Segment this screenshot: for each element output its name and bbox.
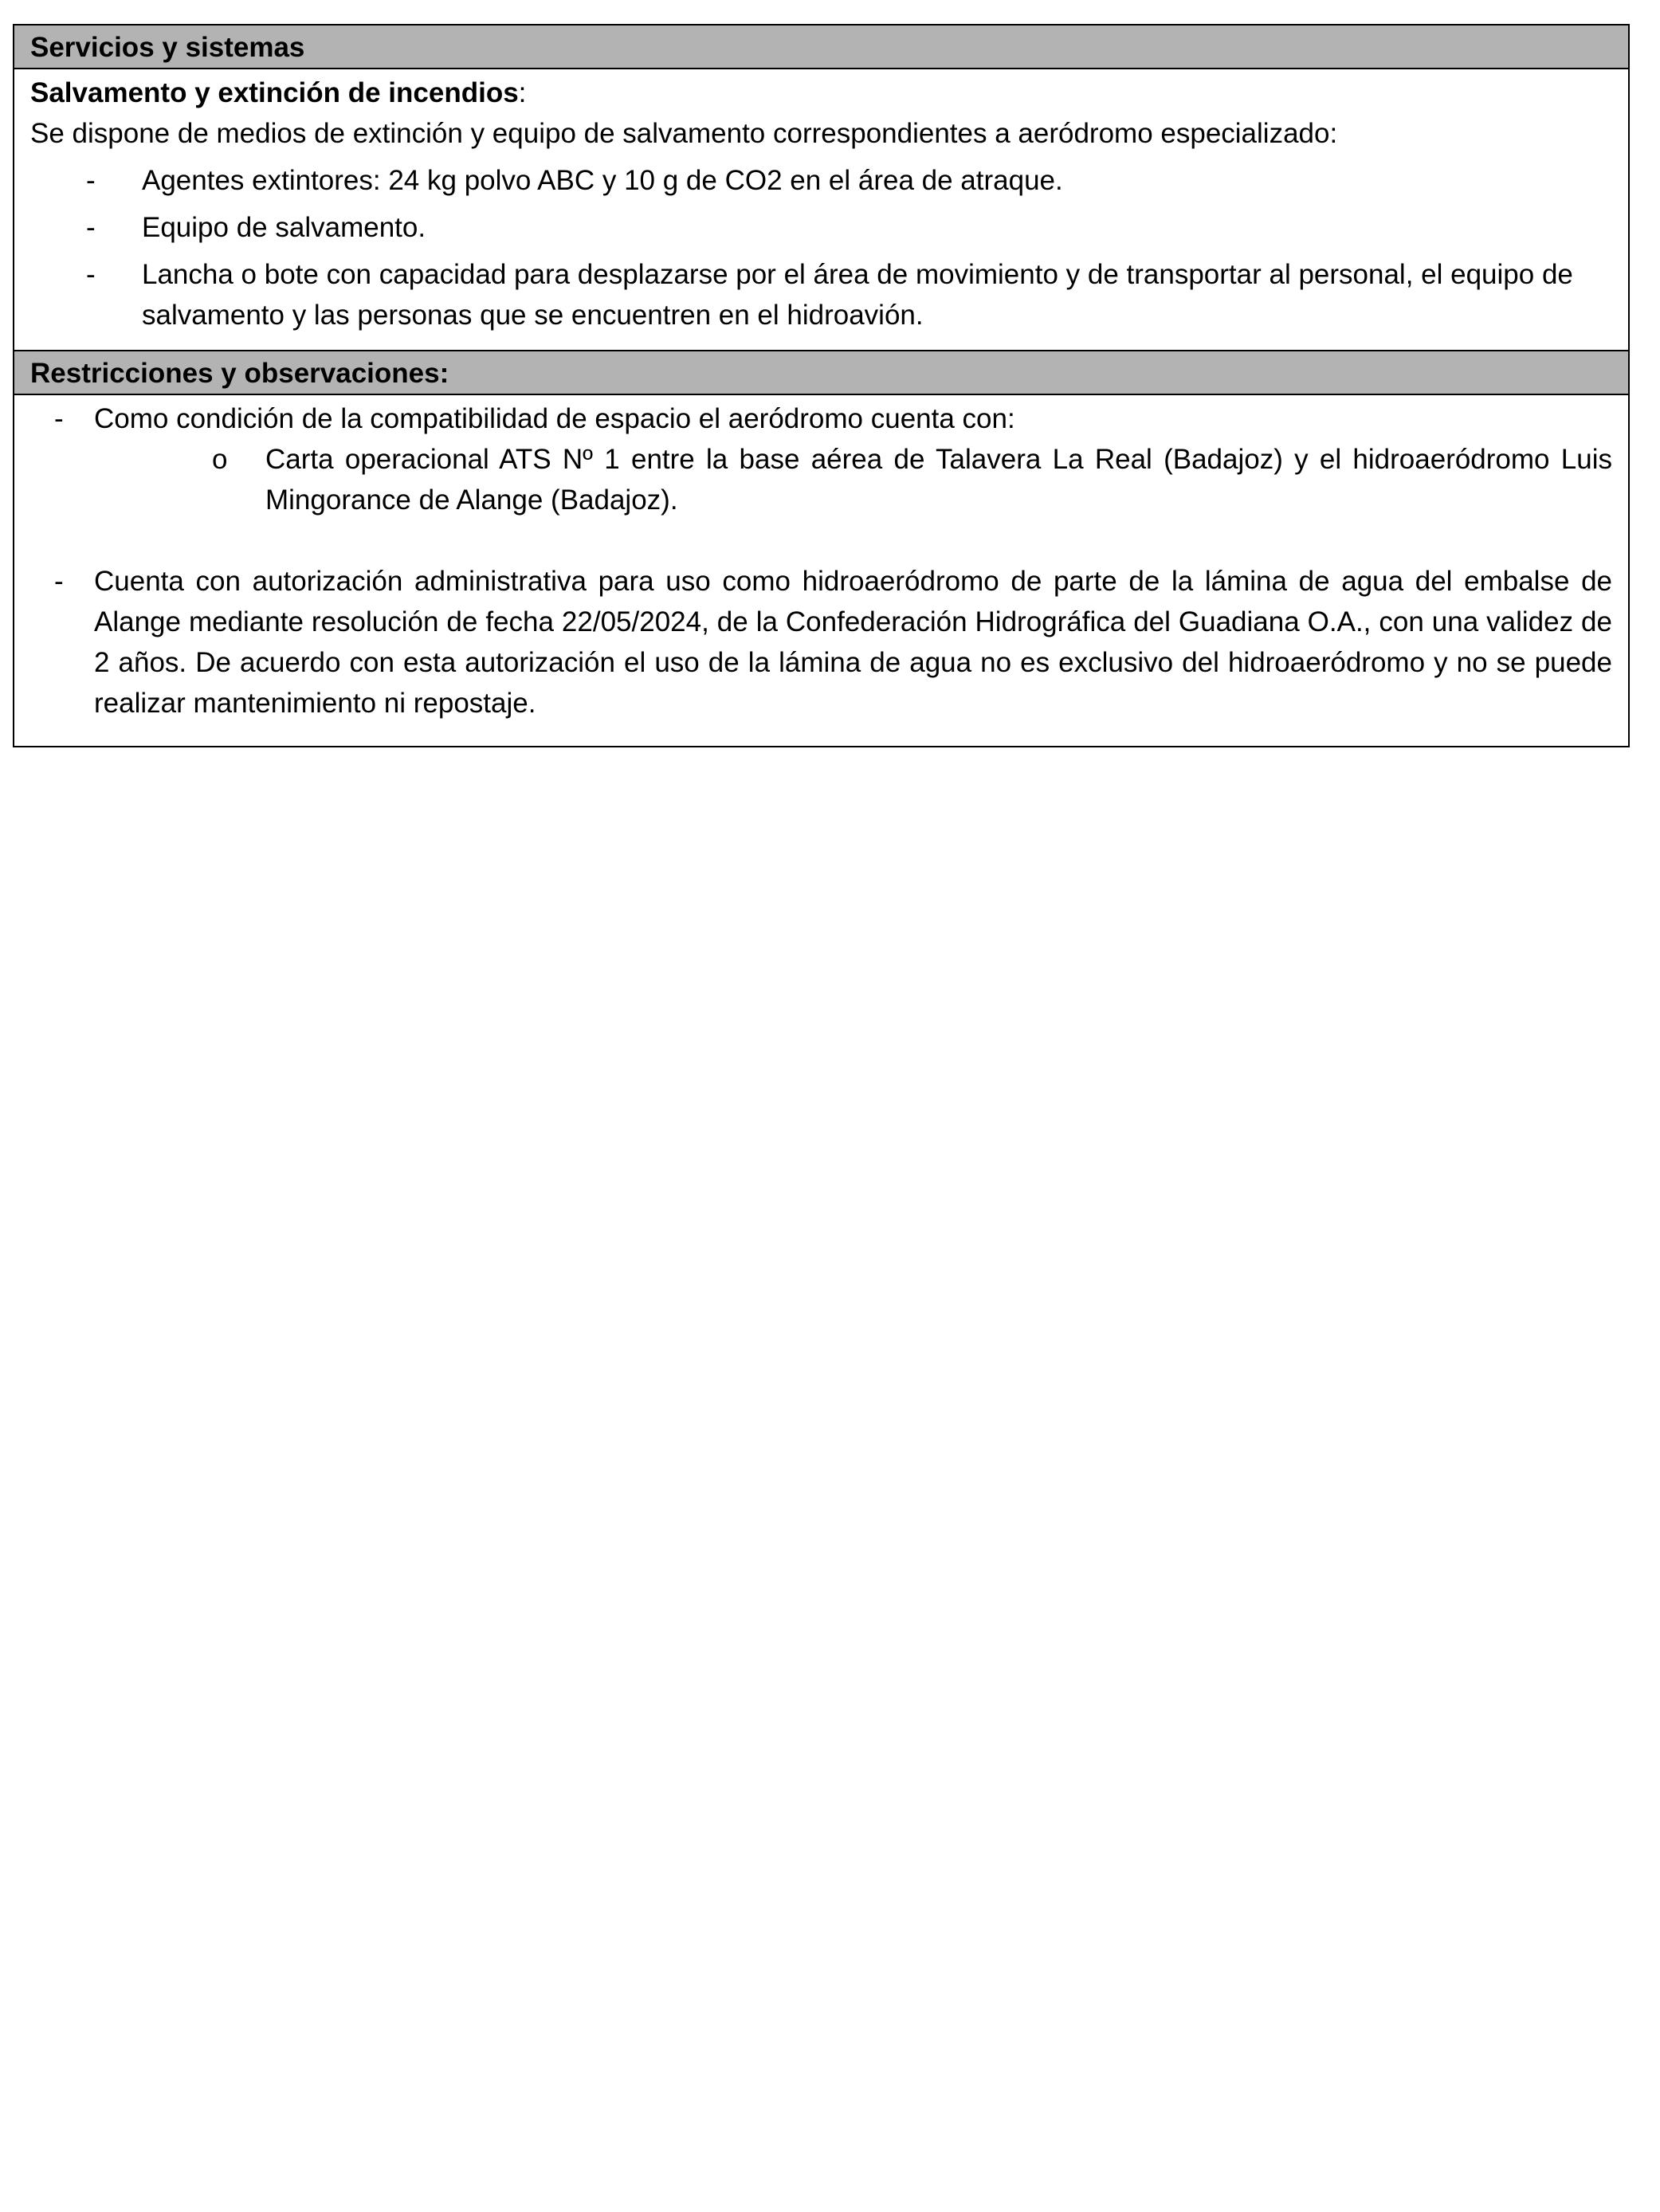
intro-text: Se dispone de medios de extinción y equipo de salvamento correspondientes a aeródromo especializado: xyxy=(30,118,1338,149)
observation-text: Como condición de la compatibilidad de espacio el aeródromo cuenta con: xyxy=(94,403,1015,434)
list-item xyxy=(30,207,1612,248)
dash-bullet: - xyxy=(86,165,96,196)
list-item-text: Lancha o bote con capacidad para desplazarse por el área de movimiento y de transportar al personal, el equipo de salvamento y las personas que se encuentren en el hidroavión. xyxy=(142,259,1573,331)
circle-bullet: o xyxy=(212,444,228,475)
observation-subitem xyxy=(30,439,1612,520)
observation-text: Cuenta con autorización administrativa para uso como hidroaeródromo de parte de la lámina de agua del embalse de Alange mediante resolución de fecha 22/05/2024, de la Confederación Hidrográfica del Guadiana O.A., con una validez de 2 años. De acuerdo con esta autorización el uso de la lámina de agua no es exclusivo del hidroaeródromo y no se puede realizar mantenimiento ni repostaje. xyxy=(94,566,1612,719)
equipment-list xyxy=(30,160,1612,335)
list-item-text: Agentes extintores: 24 kg polvo ABC y 10 g de CO2 en el área de atraque. xyxy=(142,165,1063,196)
observation-item xyxy=(30,561,1612,724)
dash-bullet: - xyxy=(86,212,96,243)
list-item xyxy=(30,254,1612,335)
list-item xyxy=(30,160,1612,201)
dash-bullet: - xyxy=(86,259,96,290)
observation-item xyxy=(30,398,1612,439)
subheading-salvamento xyxy=(30,73,1612,113)
list-item-text: Equipo de salvamento. xyxy=(142,212,426,243)
subheading-bold-text: Salvamento y extinción de incendios xyxy=(30,77,519,108)
section-body-servicios xyxy=(14,69,1628,351)
observation-subitem-text: Carta operacional ATS Nº 1 entre la base aérea de Talavera La Real (Badajoz) y el hidroaeródromo Luis Mingorance de Alange (Badajoz). xyxy=(265,444,1612,516)
section-header-servicios: Servicios y sistemas xyxy=(14,25,1628,69)
subheading-colon: : xyxy=(518,77,527,108)
dash-bullet: - xyxy=(54,403,64,434)
spacer xyxy=(30,520,1612,561)
section-header-restricciones: Restricciones y observaciones: xyxy=(14,351,1628,395)
services-table xyxy=(13,24,1630,747)
section-body-restricciones xyxy=(14,395,1628,746)
dash-bullet: - xyxy=(54,566,64,597)
